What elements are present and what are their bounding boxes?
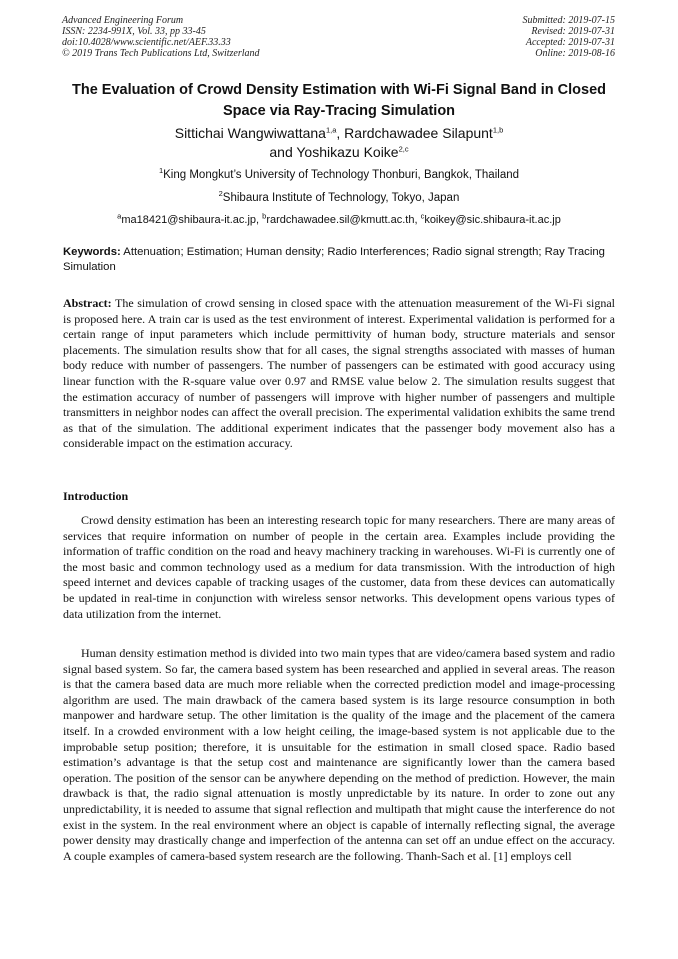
author-name: Rardchawadee Silapunt	[344, 125, 493, 141]
abstract-label: Abstract:	[63, 296, 112, 310]
doi-line: doi:10.4028/www.scientific.net/AEF.33.33	[62, 37, 231, 48]
abstract-text: The simulation of crowd sensing in closed space with the attenuation measurement of the Wi-Fi signal is proposed here. A train car is used as the test environment of interest. Experimental validation is performed for a certain range of input parameters which include permittivity of human body, structure materials and sensor placements. The simulation results show that for all cases, the signal strengths associated with masses of human body reduce with number of passengers. The number of passengers can be estimated with good accuracy using linear function with the R-square value over 0.97 and RMSE value below 2. The simulation results suggest that the estimation accuracy of number of passengers will improve with higher number of passengers and multiple transmitters in neighbor nodes can affect the overall precision. The experimental validation exhibits the same trend as that of the simulation. The additional experiment indicates that the passenger body movement also has a considerable impact on the estimation accuracy.	[63, 296, 615, 451]
submission-dates	[523, 15, 616, 59]
copyright-line: © 2019 Trans Tech Publications Ltd, Switzerland	[62, 48, 260, 59]
section-heading-introduction: Introduction	[63, 489, 129, 503]
journal-info	[62, 15, 260, 59]
affiliation-mark: 2	[218, 189, 223, 199]
author-conjunction: and	[269, 144, 297, 160]
author-affiliation-mark: 1,b	[492, 125, 504, 135]
author-emails	[60, 213, 618, 227]
keywords-label: Keywords:	[63, 246, 121, 258]
issn-line: ISSN: 2234-991X, Vol. 33, pp 33-45	[62, 26, 206, 37]
affiliation-mark: 1	[158, 166, 164, 176]
keywords-text: Attenuation; Estimation; Human density; Radio Interferences; Radio signal strength; Ray Tracing Simulation	[63, 246, 605, 273]
email-mark: b	[262, 211, 267, 221]
online-date: Online: 2019-08-16	[535, 48, 615, 59]
affiliation-text: King Mongkut’s University of Technology Thonburi, Bangkok, Thailand	[163, 169, 520, 181]
journal-name: Advanced Engineering Forum	[62, 15, 184, 26]
affiliation-text: Shibaura Institute of Technology, Tokyo, Japan	[222, 192, 460, 204]
keywords	[63, 245, 615, 275]
abstract	[63, 296, 615, 452]
author-list	[60, 124, 618, 162]
email-mark: a	[117, 211, 122, 221]
email-address: koikey@sic.shibaura-it.ac.jp	[424, 214, 561, 226]
author-separator: ,	[336, 125, 345, 141]
email-address: ma18421@shibaura-it.ac.jp,	[121, 214, 263, 226]
introduction-paragraph: Crowd density estimation has been an interesting research topic for many researchers. There are many areas of services that require information on number of people in the certain area. Examples include providing the information of traffic condition on the road and heavy machinery tracking in warehouses. Wi-Fi is currently one of the most basic and common technology used as a medium for data transmission. With the introduction of high speed internet and devices capable of tracking usages of the customer, data from these devices can automatically be updated in real-time in conjunction with wireless sensor networks. This development opens various types of data utilization from the internet.	[63, 513, 615, 621]
revised-date: Revised: 2019-07-31	[531, 26, 615, 37]
author-affiliation-mark: 1,a	[325, 125, 337, 135]
paper-title: The Evaluation of Crowd Density Estimation with Wi-Fi Signal Band in Closed Space via Ray-Tracing Simulation	[72, 82, 606, 119]
email-address: rardchawadee.sil@kmutt.ac.th,	[266, 214, 421, 226]
author-affiliation-mark: 2,c	[398, 144, 409, 154]
introduction-paragraph: Human density estimation method is divided into two main types that are video/camera based system and radio signal based system. So far, the camera based system has been researched and applied in several areas. The reason is that the camera based data are much more reliable when the corrected prediction model and image-processing algorithm are used. The main drawback of the camera based system is its large resource consumption in both manpower and hardware setup. The other limitation is the quality of the image and the placement of the camera itself. In a crowded environment with a low height ceiling, the image-based system is not applicable due to the improbable setup position; therefore, it is unsuitable for the estimation in small closed space. Radio based estimation’s advantage is that the setup cost and maintenance are significantly lower than the camera based operation. The position of the sensor can be anywhere depending on the method of prediction. However, the main drawback is that, the radio signal attenuation is mostly unpredictable by its nature. In order to zone out any unpredictability, it is needed to assume that signal reflection and multipath that might cause the interference do not exist in the system. In the real environment where an object is capable of internally reflecting signal, the average power density may drastically change and imperfection of the antenna can set off an undue effect on the accuracy. A couple examples of camera-based system research are the following. Thanh-Sach et al. [1] employs cell	[63, 646, 615, 863]
author-name: Sittichai Wangwiwattana	[174, 125, 326, 141]
author-name: Yoshikazu Koike	[296, 144, 399, 160]
accepted-date: Accepted: 2019-07-31	[525, 37, 615, 48]
submitted-date: Submitted: 2019-07-15	[522, 15, 615, 26]
affiliation-1	[60, 168, 618, 182]
affiliation-2	[60, 191, 618, 205]
email-mark: c	[420, 211, 425, 221]
